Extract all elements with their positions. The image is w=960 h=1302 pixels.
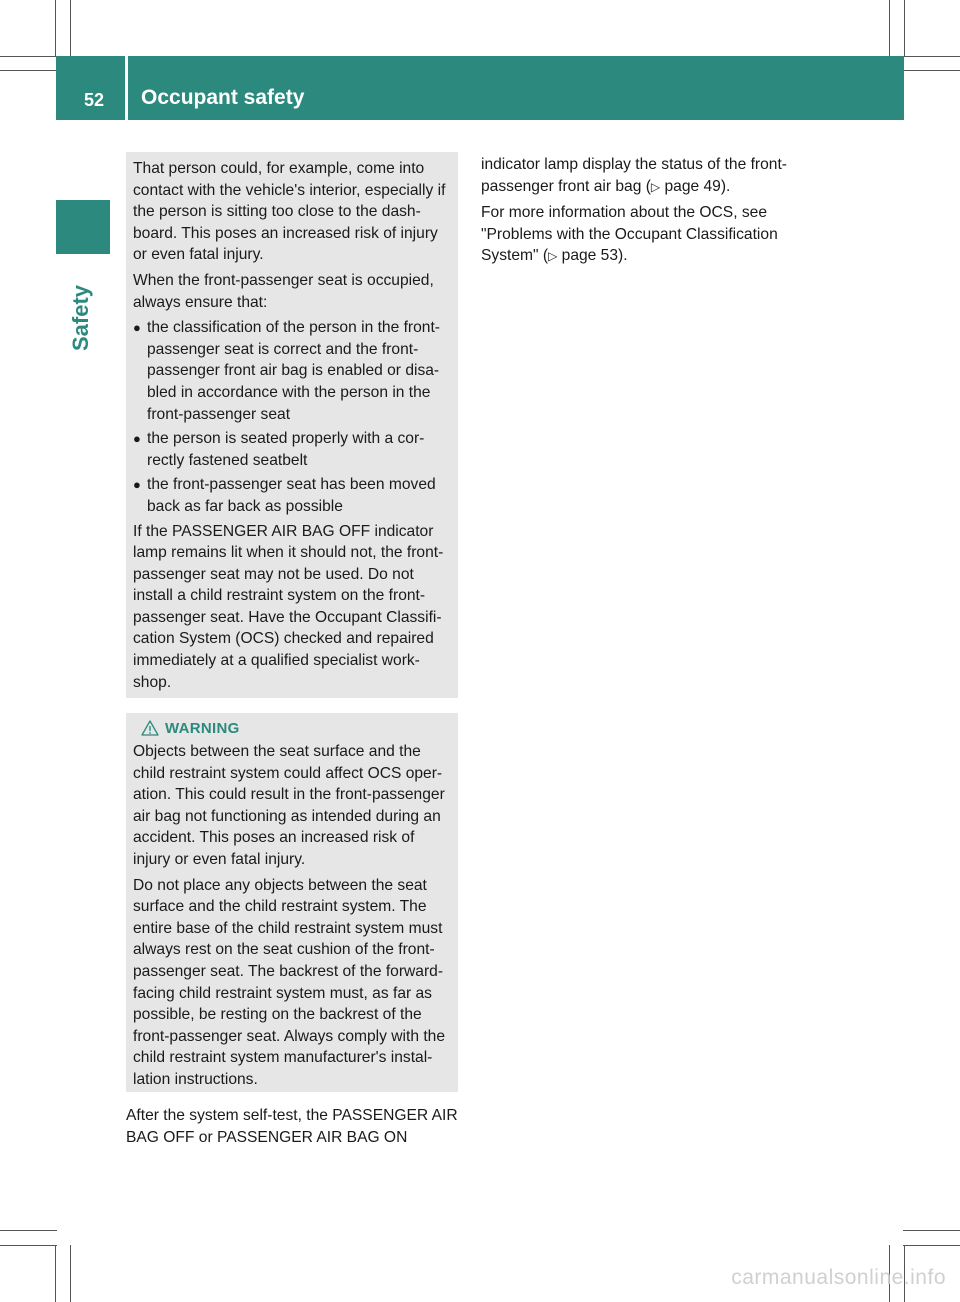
crop-mark <box>903 70 960 71</box>
paragraph-text: For more information about the OCS, see "Problems with the Occupant Classification System" ( <box>481 204 778 265</box>
warning-header <box>133 717 452 739</box>
crop-mark <box>903 56 960 57</box>
list-item-text: the person is seated properly with a cor-rectly fastened seatbelt <box>147 430 425 469</box>
paragraph: Objects between the seat surface and the child restraint system could affect OCS oper-ation. This could result in the front-passenger air bag not functioning as intended during an accident. This poses an increased risk of injury or even fatal injury. <box>133 743 445 868</box>
bullet-dot: ● <box>133 320 141 336</box>
side-tab-label: Safety <box>68 284 93 352</box>
crop-mark <box>889 0 890 57</box>
paragraph: When the front-passenger seat is occupied, always ensure that: <box>133 271 434 311</box>
list-item-text: the front-passenger seat has been moved back as far back as possible <box>147 476 436 515</box>
crop-mark <box>0 1230 57 1231</box>
crop-mark <box>55 1245 56 1302</box>
warning-box <box>126 713 458 1092</box>
page-ref-arrow-icon: ▷ <box>548 249 558 264</box>
warning-title: WARNING <box>165 719 240 737</box>
crop-mark <box>904 0 905 57</box>
right-column <box>481 154 826 272</box>
paragraph <box>481 202 826 268</box>
crop-mark <box>903 1245 960 1246</box>
header-divider <box>125 56 128 120</box>
paragraph: That person could, for example, come into contact with the vehicle's interior, especially if the person is sitting too close to the dash-board. This poses an increased risk of injury or even fatal injury. <box>133 160 446 264</box>
watermark: carmanualsonline.info <box>731 1266 946 1289</box>
bullet-dot: ● <box>133 431 141 447</box>
page-reference[interactable]: page 53). <box>561 247 628 265</box>
paragraph: Do not place any objects between the seat surface and the child restraint system. The entire base of the child restraint system must always rest on the seat cushion of the front-passenger seat. The backrest of the forward-facing child restraint system must, as far as possible, be resting on the backrest of the front-passenger seat. Always comply with the child restraint system manufacturer's instal-lation instructions. <box>133 876 446 1088</box>
crop-mark <box>0 1245 57 1246</box>
paragraph: If the PASSENGER AIR BAG OFF indicator lamp remains lit when it should not, the front-passenger seat may not be used. Do not install a child restraint system on the front-passenger seat. Have the Occupant Classifi-cation System (OCS) checked and repaired immediately at a qualified specialist work-shop. <box>133 522 444 691</box>
crop-mark <box>55 0 56 57</box>
section-title: Occupant safety <box>141 86 305 109</box>
crop-mark <box>903 1230 960 1231</box>
paragraph <box>481 154 826 198</box>
info-box <box>126 152 458 698</box>
crop-mark <box>70 1245 71 1302</box>
list-item <box>133 474 452 517</box>
crop-mark <box>70 0 71 57</box>
side-tab-marker <box>56 200 110 254</box>
page-reference[interactable]: page 49). <box>664 177 731 195</box>
list-item <box>133 317 452 425</box>
crop-mark <box>0 56 57 57</box>
paragraph: After the system self-test, the PASSENGER AIR BAG OFF or PASSENGER AIR BAG ON <box>126 1107 458 1146</box>
list-item <box>133 428 452 471</box>
page-ref-arrow-icon: ▷ <box>650 179 661 194</box>
paragraph-text: indicator lamp display the status of the front-passenger front air bag ( <box>481 156 787 195</box>
warning-triangle-icon <box>141 720 159 736</box>
list-item-text: the classification of the person in the front-passenger seat is correct and the front-passenger front air bag is enabled or disa-bled in accordance with the person in the front-passenger seat <box>147 319 440 423</box>
page-number: 52 <box>84 90 105 110</box>
bullet-dot: ● <box>133 477 141 493</box>
crop-mark <box>0 70 57 71</box>
